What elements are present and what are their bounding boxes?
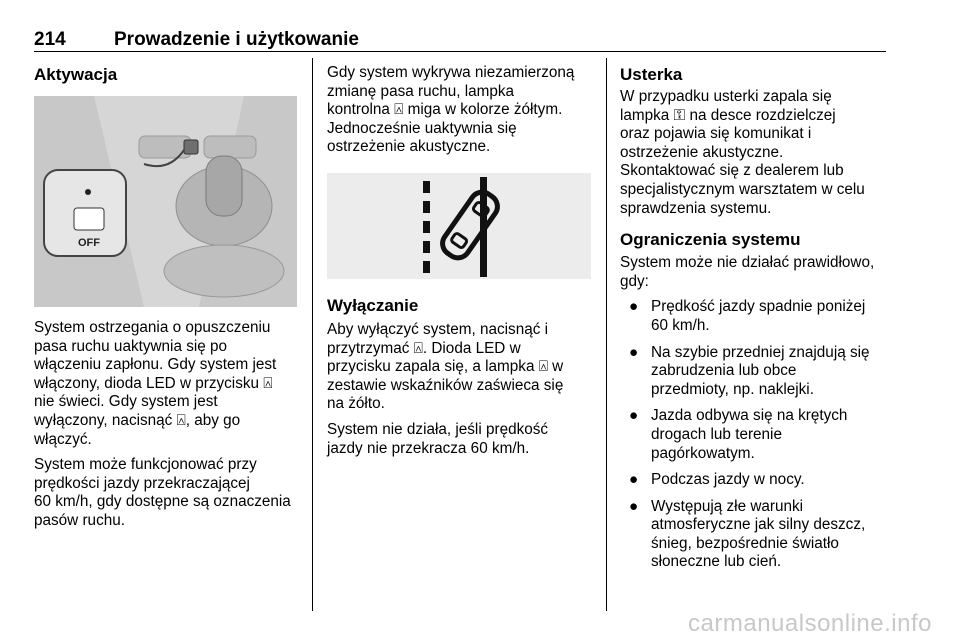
page-title: Prowadzenie i użytkowanie bbox=[114, 29, 359, 50]
section-heading-ograniczenia: Ograniczenia systemu bbox=[620, 230, 801, 250]
figure-console-button bbox=[34, 96, 297, 307]
list-item: ● Jazda odbywa się na krętych drogach lub terenie pagórkowatym. bbox=[629, 407, 848, 462]
paragraph: System może funkcjonować przy prędkości jazdy przekraczającej 60 km/h, gdy dostępne są oznaczenia pasów ruchu. bbox=[34, 456, 291, 529]
section-heading-usterka: Usterka bbox=[620, 65, 683, 84]
list-item: ● Występują złe warunki atmosferyczne jak silny deszcz, śnieg, bezpośrednie światło słoneczne lub cień. bbox=[629, 497, 866, 571]
bullet-icon: ● bbox=[629, 407, 639, 425]
console-illustration bbox=[34, 96, 297, 307]
page-header bbox=[34, 29, 886, 51]
header-rule bbox=[34, 51, 886, 52]
bullet-icon: ● bbox=[629, 497, 639, 515]
figure-lane-departure-symbol bbox=[327, 173, 591, 279]
section-heading-aktywacja: Aktywacja bbox=[34, 65, 118, 84]
list-item: ● Prędkość jazdy spadnie poniżej 60 km/h. bbox=[629, 298, 866, 334]
column-divider-1 bbox=[312, 58, 313, 611]
paragraph: Gdy system wykrywa niezamierzoną zmianę pasa ruchu, lampka kontrolna ⍓ miga w kolorze żółtym. Jednocześnie uaktywnia się ostrzeżenie akustyczne. bbox=[327, 64, 575, 156]
paragraph: System nie działa, jeśli prędkość jazdy nie przekracza 60 km/h. bbox=[327, 420, 549, 457]
limitations-list bbox=[620, 298, 888, 572]
list-item: ● Na szybie przedniej znajdują się zabrudzenia lub obce przedmioty, np. naklejki. bbox=[629, 343, 870, 398]
page-number: 214 bbox=[34, 29, 66, 50]
off-label: OFF bbox=[78, 237, 100, 249]
watermark: carmanualsonline.info bbox=[688, 610, 932, 637]
paragraph: Aby wyłączyć system, nacisnąć i przytrzymać ⍓. Dioda LED w przycisku zapala się, a lampka ⍓ w zestawie wskaźników zaświeca się na żółto. bbox=[327, 320, 564, 413]
list-item: ● Podczas jazdy w nocy. bbox=[629, 471, 805, 489]
section-heading-wylaczanie: Wyłączanie bbox=[327, 295, 419, 315]
bullet-icon: ● bbox=[629, 298, 639, 316]
lane-departure-icon bbox=[327, 173, 591, 279]
paragraph: W przypadku usterki zapala się lampka ⚿ na desce rozdzielczej oraz pojawia się komunikat i ostrzeżenie akustyczne. Skontaktować się z dealerem lub specjalistycznym warsztatem w celu sprawdzenia systemu. bbox=[620, 88, 865, 217]
bullet-icon: ● bbox=[629, 343, 639, 361]
column-3 bbox=[620, 64, 888, 580]
column-2 bbox=[327, 64, 593, 458]
paragraph: System może nie działać prawidłowo, gdy: bbox=[620, 254, 875, 290]
paragraph: System ostrzegania o opuszczeniu pasa ruchu uaktywnia się po włączeniu zapłonu. Gdy system jest włączony, dioda LED w przycisku ⍓ nie świeci. Gdy system jest wyłączony, nacisnąć ⍓, aby go włączyć. bbox=[34, 319, 277, 448]
column-1 bbox=[34, 64, 296, 531]
column-divider-2 bbox=[606, 58, 607, 611]
bullet-icon: ● bbox=[629, 471, 639, 489]
